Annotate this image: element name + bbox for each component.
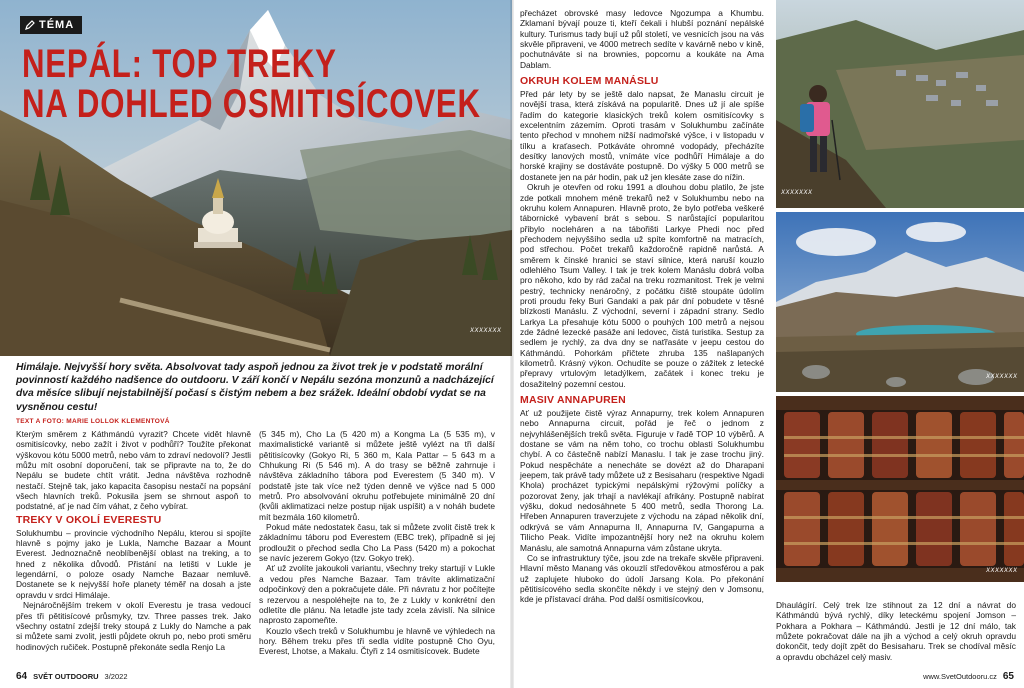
photo-credit: XXXXXXX: [781, 190, 813, 196]
right-page: [512, 0, 1024, 688]
hero-photo-ama-dablam: [0, 0, 512, 356]
tema-label: TÉMA: [39, 19, 75, 31]
paragraph: Ať už zvolíte jakoukoli variantu, všechny treky startují v Lukle a vedou přes Namche Bazaar. Tam trávíte aklimatizační odpočinkový den a pokračujete dále. Při návratu z hor počítejte s rezervou a nespoléhejte na to, že z Lukly v konkrétní den odletíte dle plánu. Na letadle jste tady zcela závislí. Na silnice naprosto zapomeňte.: [259, 563, 495, 626]
left-folio: [16, 671, 128, 682]
page-number: 64: [16, 671, 28, 682]
right-folio: [923, 671, 1014, 682]
article-lead: Himálaje. Nejvyšší hory světa. Absolvovat tady aspoň jednou za život trek je v podstatě morální povinností každého nadšence do outdooru. V září končí v Nepálu sezóna monzunů a nadcházející dva měsíce slibují nejstabilnější počasí s čistým nebem a bez srážek. Ideální období vydat se na vysněnou cestu!: [16, 362, 494, 413]
hero-photo-credit: XXXXXXX: [470, 328, 502, 334]
paragraph: Nejnáročnějším trekem v okolí Everestu je trasa vedoucí přes tři pětitisícové průsmyky, tzv. Three passes trek. Jako všechny ostatní zdejší treky stoupá z Lukly do Namche a pak si můžete sami zvolit, jestli půjdete okruh po, nebo proti směru hodinových ručiček. Postupně překonáte sedla Renjo La: [16, 600, 251, 652]
photo-trekker-village: [776, 0, 1024, 208]
photo-mountain-lake: [776, 212, 1024, 392]
left-column-1: [16, 429, 251, 652]
paragraph: Kouzlo všech treků v Solukhumbu je hlavně ve výhledech na hory. Během treku přes tři sedla vidíte postupně Cho Oyu, Everest, Lhotse, a Makalu. Čtyři z 14 osmitisícovek. Budete: [259, 625, 495, 657]
title-line-2: NA DOHLED OSMITISÍCOVEK: [22, 82, 481, 126]
left-column-2: [259, 429, 495, 657]
paragraph: Ať už použijete čistě výraz Annapurny, trek kolem Annapuren nebo Annapurna circuit, pořád je řeč o jednom z nejvyhlášenějších treků světa. Figuruje v řadě TOP 10 výběrů. A dostane se vám na něm toho, co trochu oblasti Solukhumbu chybí. A co částečně nabízí Manaslu. I tak je zase trochu jiný. Pokud nespěcháte a nenecháte se dovézt až do Dharapani jeepem, tak právě tady můžete už z Besisaharu (respektive Ngadi Khola) procházet typickými nepálskými rýžovými políčky a pozorovat ženy, jak trhají a navlékají afrikány. Postupně nabírat výšku, dokud nedosáhnete 5 400 metrů, sedla Thorong La. Hřeben Annapuren traverzujete z východu na západ několik dní, odkrývá se vám Annapurna II, Annapurna IV, Gangapurna a Tilicho Peak. Vidíte impozantnější hory než na okruhu kolem Manáslu, ale samotná Annapurna vám zůstane ukryta.: [520, 408, 764, 553]
website-url: www.SvetOutdooru.cz: [923, 672, 997, 681]
paragraph: (5 345 m), Cho La (5 420 m) a Kongma La (5 535 m), v maximalistické variantě si můžete ještě vylézt na tři další pětitisícovky (Gokyo Ri, 5 360 m, Kala Pattar – 5 643 m a Chhukung Ri (5 546 m). A do trasy se běžně zahrnuje i návštěva základního tábora pod Everestem (5 340 m). V podstatě jste tak více než týden denně ve výšce nad 5 000 metrů. Pro absolvování okruhu potřebujete minimálně 20 dní (kvůli aklimatizaci nelze postup nijak uspíšit) a v noháh budete mít bezmála 160 kilometrů.: [259, 429, 495, 522]
paragraph: Pokud máte nedostatek času, tak si můžete zvolit čistě trek k základnímu táboru pod Everestem (EBC trek), případně si jej prodloužit o přechod sedla Cho La Pass (5420 m) a pokochat se navíc jezerem Gokyo (tzv. Gokyo trek).: [259, 522, 495, 564]
section-heading-manaslu: OKRUH KOLEM MANÁSLU: [520, 75, 659, 88]
tema-badge: [20, 16, 82, 34]
photo-credit: XXXXXXX: [986, 374, 1018, 380]
article-title: [22, 44, 481, 124]
paragraph: Solukhumbu – provincie východního Nepálu, kterou si spojíte hlavně s pojmy jako je Lukla, Namche Bazaar a Mount Everest. Jednoznačně neoblíbenější oblast na treking, a to hned z několika důvodů. Přistání na letišti v Lukle je legendární, o poloze osady Namche Bazaar nemluvě. Dostanete se k nejvyšší hoře planety téměř na dosah a jste opravdu v srdci Himálaje.: [16, 527, 251, 600]
right-column-2: [776, 600, 1016, 662]
paragraph: Dhaulágírí. Celý trek lze stihnout za 12 dní a návrat do Káthmándú bývá rychlý, díky leteckému spojení Jomson – Pokhara a Pokhara – Káthmándú. Jestli je 12 dní málo, tak můžete pokračovat dále na jih a východ a celý okruh opravdu dokončit, tedy dojít zpět do Besisaharu. Trek se chodíval měsíc a opravdu obcházel celý masiv.: [776, 600, 1016, 662]
right-column-1: [520, 8, 764, 605]
paragraph: Kterým směrem z Káthmándú vyrazit? Chcete vidět hlavně osmitisícovky, nebo zažít i život v podhůří? Toužíte překonat výškovou kótu 5000 metrů, nebo vám to zdraví nedovolí? Jestli můžu mít osobní doporučení, tak se připravte na to, že do Nepálu se budete chtít vrátit. Jedna návštěva rozhodně nestačí. Stejně tak, jako kapacita časopisu nestačí na popsání všech hlavních treků. Pokusila jsem se shrnout aspoň to podstatné, ať je nad čím váhat, z čeho vybírat.: [16, 429, 251, 512]
photo-prayer-wheels: [776, 396, 1024, 582]
section-heading-everest: TREKY V OKOLÍ EVERESTU: [16, 513, 162, 526]
paragraph: Před pár lety by se ještě dalo napsat, že Manaslu circuit je novější trasa, která získává na popularitě. Dnes už jí ale spíše řadím do kategorie klasických treků kolem osmitisícovky s excelentním zázemím. Oproti trasám v Solukhumbu začínáte tento přechod v mnohem nižší nadmořské výšce, i v listopadu v tílku a kraťasech. Potkáváte ohromné vodopády, přecházíte desítky lanových mostů, vnímáte více podhůří Himálaje a do horské krajiny se dostáváte postupně. Do výšky 5 000 metrů se dostanete jen na pár hodin, pak už jen klesáte zase do nížin.: [520, 89, 764, 182]
paragraph: přecházet obrovské masy ledovce Ngozumpa a Khumbu. Zklamaní bývají pouze ti, kteří čekali i hlubší poznání nepálské kultury. Turismus tady bují už půl století, ve vesnicích jsou na vás skvěle připraveni, ve 4000 metrech sedíte v kavárně nebo v kině, pochutnáváte si na brownies, popcornu a koukáte na Ama Dablam.: [520, 8, 764, 70]
photo-credit: XXXXXXX: [986, 568, 1018, 574]
paragraph: Co se infrastruktury týče, jsou zde na trekaře skvěle připraveni. Hlavní město Manang vás okouzlí středověkou atmosférou a pak už zaplujete hluboko do údolí Jarsang Kola. Po překonání pětitisícového sedla skončíte někdy i ve stejný den v Jomsonu, kde je přístavací dráha. Pod další osmitisícovkou,: [520, 552, 764, 605]
page-number: 65: [1002, 671, 1014, 682]
title-line-1: NEPÁL: TOP TREKY: [22, 42, 337, 86]
author-credit: TEXT A FOTO: MARIE LOLLOK KLEMENTOVÁ: [16, 418, 170, 425]
section-heading-annapurna: MASIV ANNAPUREN: [520, 394, 626, 407]
issue-number: 3/2022: [104, 672, 128, 681]
pencil-icon: [25, 20, 35, 30]
page-gutter: [510, 0, 514, 688]
paragraph: Okruh je otevřen od roku 1991 a dlouhou dobu platilo, že jste zde potkali mnohem méně trekařů než v Solukhumbu nebo na okruhu kolem Annapuren. Hlavně proto, že bylo potřeba veškeré tábornické vybavení brát s sebou. S narůstající popularitou přibylo nocleháren a na tábořišti Larkye Phedi noc před přechodem nejvyššího sedla už spíte komfortně na matracích, pod střechou. Počet trekařů každoročně rapidně narůstá. A směrem k čínské hranici se staví silnice, která naruší kouzlo odlehlého Tsum Valley. I tak je trek kolem Manáslu dobrá volba pro někoho, kdo by rád začal na treku rozmanitost. Trek je velmi pestrý, technicky nenáročný, z počátku čiště stoupáte údolím proti proudu řeky Buri Gandaki a pak pár dní pobudete v těsné blízkosti Manáslu. Z východní, severní i západní strany. Sedlo Larkya La přesahuje kótu 5000 o pouhých 100 metrů a nejsou zde žádné lezecké pasáže ani ledovec, čistá turistika. Sestup za sedlem je rychlý, za dva dny se naťřasáte v jeepu cestou do Káthmándú. Pohorkám přičtete zhruba 135 našlapaných kilometrů. Krásný výkon. Ochudíte se pouze o zážitek z letecké přepravy vrtulovým letadýlkem, začátek i konec treku je dosažitelný pozemní cestou.: [520, 182, 764, 389]
magazine-name: SVĚT OUTDOORU: [33, 672, 99, 681]
